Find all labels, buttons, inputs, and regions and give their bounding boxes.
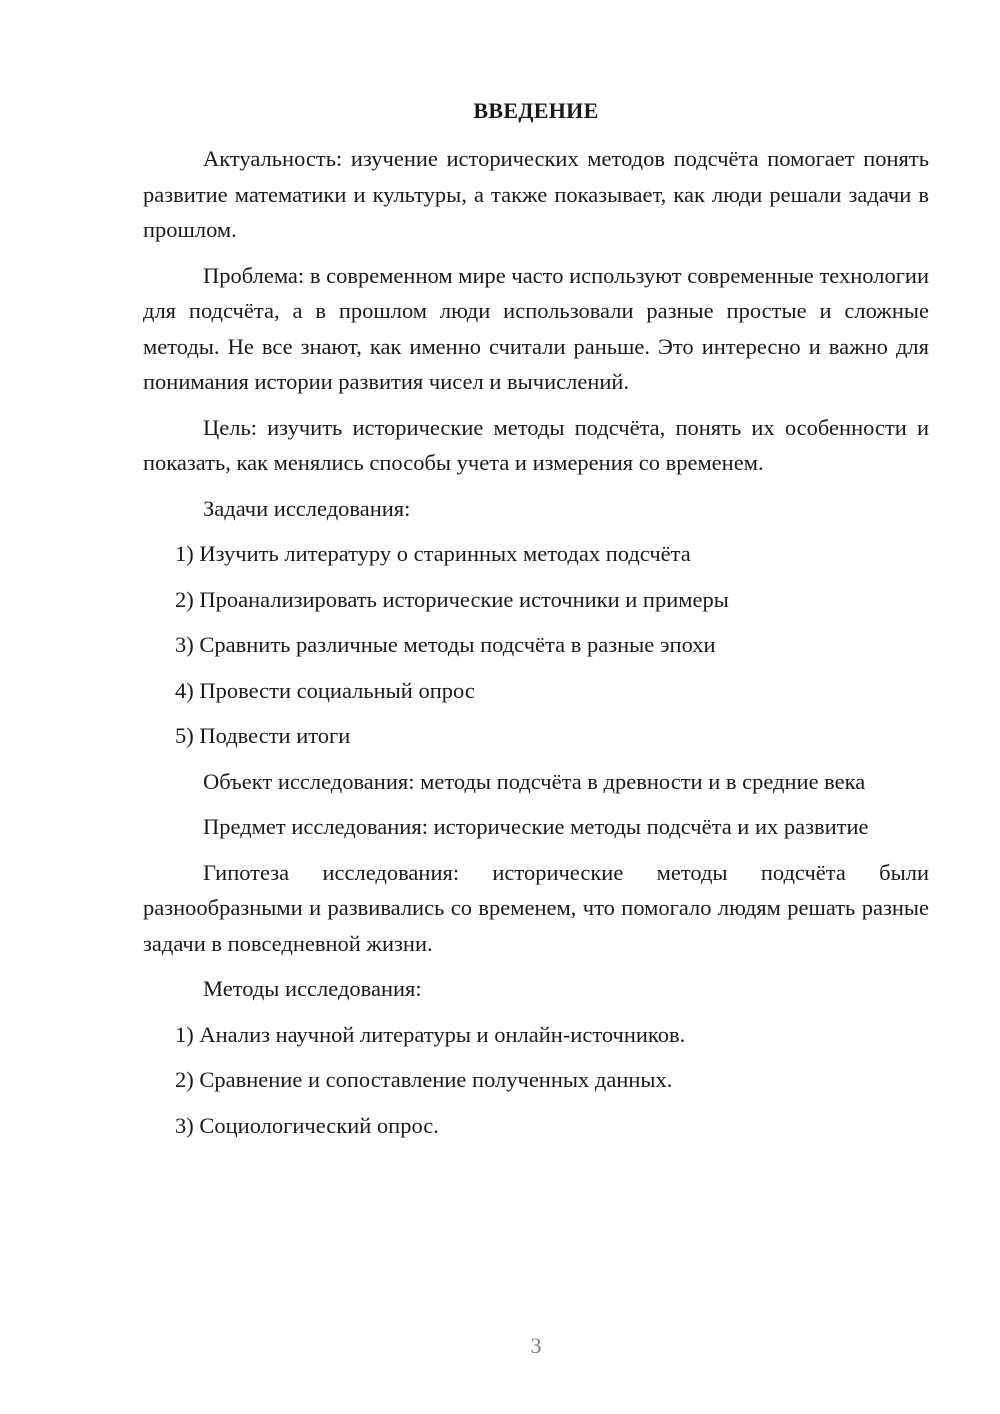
task-item <box>143 582 929 618</box>
task-number: 3) <box>175 632 194 657</box>
problem-paragraph: Проблема: в современном мире часто используют современные технологии для подсчёта, а в прошлом люди использовали разные простые и сложные методы. Не все знают, как именно считали раньше. Это интересно и важно для понимания истории развития чисел и вычислений. <box>143 262 929 394</box>
subject-paragraph: Предмет исследования: исторические методы подсчёта и их развитие <box>203 814 869 839</box>
task-text: Сравнить различные методы подсчёта в разные эпохи <box>199 632 716 657</box>
task-item <box>143 627 929 663</box>
method-text: Сравнение и сопоставление полученных данных. <box>199 1067 673 1092</box>
task-number: 1) <box>175 541 194 566</box>
method-item <box>143 1017 929 1053</box>
document-body <box>143 141 929 1153</box>
task-text: Провести социальный опрос <box>199 677 475 703</box>
task-item <box>143 536 929 572</box>
document-page <box>143 0 929 1414</box>
task-item <box>143 718 929 754</box>
task-item <box>143 673 929 709</box>
methods-list <box>143 1017 929 1144</box>
tasks-list <box>143 536 929 754</box>
task-number: 4) <box>175 677 194 703</box>
method-item <box>143 1108 929 1144</box>
task-text: Проанализировать исторические источники и примеры <box>199 586 729 612</box>
page-number: 3 <box>530 1333 542 1358</box>
section-title: ВВЕДЕНИЕ <box>473 98 599 123</box>
method-text: Социологический опрос. <box>199 1112 439 1138</box>
method-number: 3) <box>175 1112 194 1138</box>
relevance-paragraph: Актуальность: изучение исторических методов подсчёта помогает понять развитие математики и культуры, а также показывает, как люди решали задачи в прошлом. <box>143 146 929 242</box>
tasks-heading: Задачи исследования: <box>203 495 411 521</box>
hypothesis-paragraph: Гипотеза исследования: исторические методы подсчёта были разнообразными и развивались со временем, что помогало людям решать разные задачи в повседневной жизни. <box>143 859 929 956</box>
task-text: Подвести итоги <box>199 723 351 748</box>
goal-paragraph: Цель: изучить исторические методы подсчёта, понять их особенности и показать, как менялись способы учета и измерения со временем. <box>143 414 929 475</box>
object-paragraph: Объект исследования: методы подсчёта в древности и в средние века <box>203 768 866 794</box>
method-text: Анализ научной литературы и онлайн-источников. <box>199 1021 686 1047</box>
task-number: 5) <box>175 723 194 748</box>
task-number: 2) <box>175 586 194 612</box>
task-text: Изучить литературу о старинных методах подсчёта <box>199 541 691 566</box>
method-number: 2) <box>175 1067 194 1092</box>
method-number: 1) <box>175 1021 194 1047</box>
method-item <box>143 1062 929 1098</box>
methods-heading: Методы исследования: <box>203 976 422 1001</box>
